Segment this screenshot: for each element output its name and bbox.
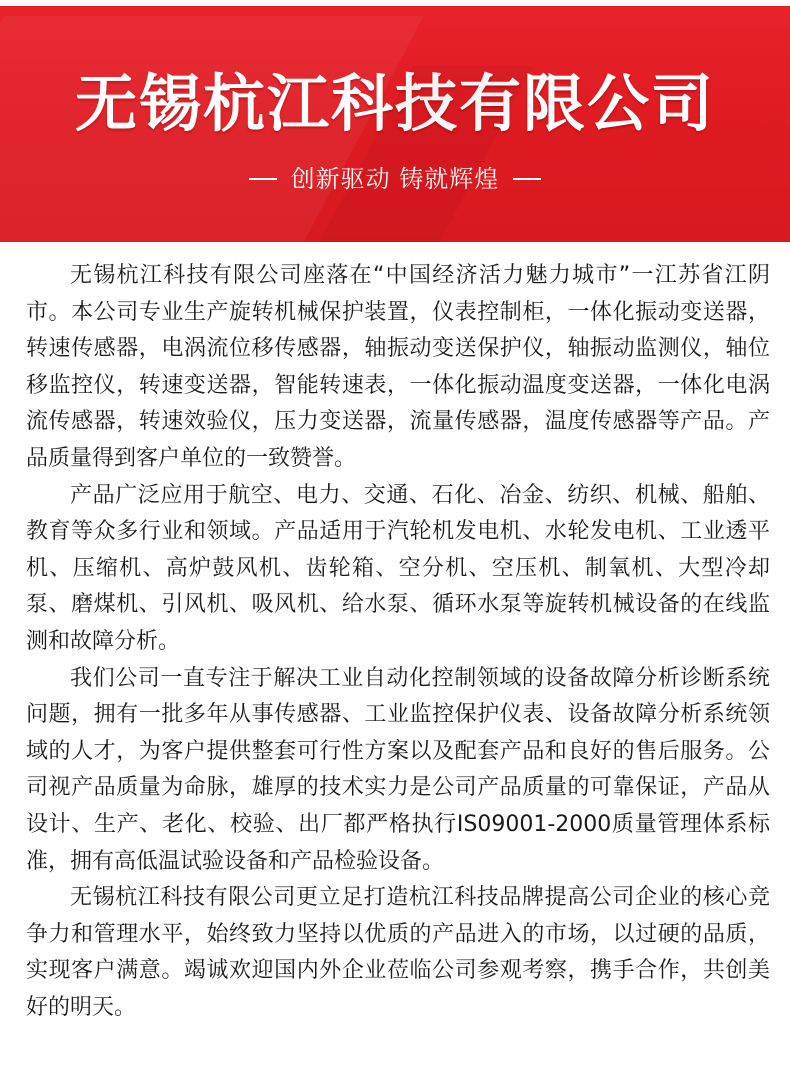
- intro-paragraph-1: 无锡杭江科技有限公司座落在“中国经济活力魅力城市”一江苏省江阴市。本公司专业生产旋转机械保护装置，仪表控制柜，一体化振动变送器，转速传感器，电涡流位移传感器，轴振动变送保护仪，轴振动监测仪，轴位移监控仪，转速变送器，智能转速表，一体化振动温度变送器，一体化电涡流传感器，转速效验仪，压力变送器，流量传感器，温度传感器等产品。产品质量得到客户单位的一致赞誉。: [26, 263, 770, 471]
- intro-paragraph-3: 我们公司一直专注于解决工业自动化控制领域的设备故障分析诊断系统问题，拥有一批多年从事传感器、工业监控保护仪表、设备故障分析系统领域的人才，为客户提供整套可行性方案以及配套产品和良好的售后服务。公司视产品质量为命脉，雄厚的技术实力是公司产品质量的可靠保证，产品从设计、生产、老化、校验、出厂都严格执行IS09001-2000质量管理体系标准，拥有高低温试验设备和产品检验设备。: [26, 665, 770, 874]
- slogan-row: [0, 162, 790, 196]
- company-title: 无锡杭江科技有限公司: [74, 67, 715, 140]
- intro-paragraph-4: 无锡杭江科技有限公司更立足打造杭江科技品牌提高公司企业的核心竞争力和管理水平，始终致力坚持以优质的产品进入的市场，以过硬的品质，实现客户满意。竭诚欢迎国内外企业莅临公司参观考察，携手合作，共创美好的明天。: [26, 885, 770, 1020]
- intro-paragraph-2: 产品广泛应用于航空、电力、交通、石化、冶金、纺织、机械、船舶、教育等众多行业和领域。产品适用于汽轮机发电机、水轮发电机、工业透平机、压缩机、高炉鼓风机、齿轮箱、空分机、空压机、制氧机、大型冷却泵、磨煤机、引风机、吸风机、给水泵、循环水泵等旋转机械设备的在线监测和故障分析。: [26, 482, 770, 654]
- slogan: 创新驱动 铸就辉煌: [290, 165, 500, 193]
- slogan-dash-left: [249, 178, 277, 180]
- slogan-dash-right: [513, 178, 541, 180]
- header-banner: [0, 6, 790, 242]
- company-introduction: [26, 258, 770, 1026]
